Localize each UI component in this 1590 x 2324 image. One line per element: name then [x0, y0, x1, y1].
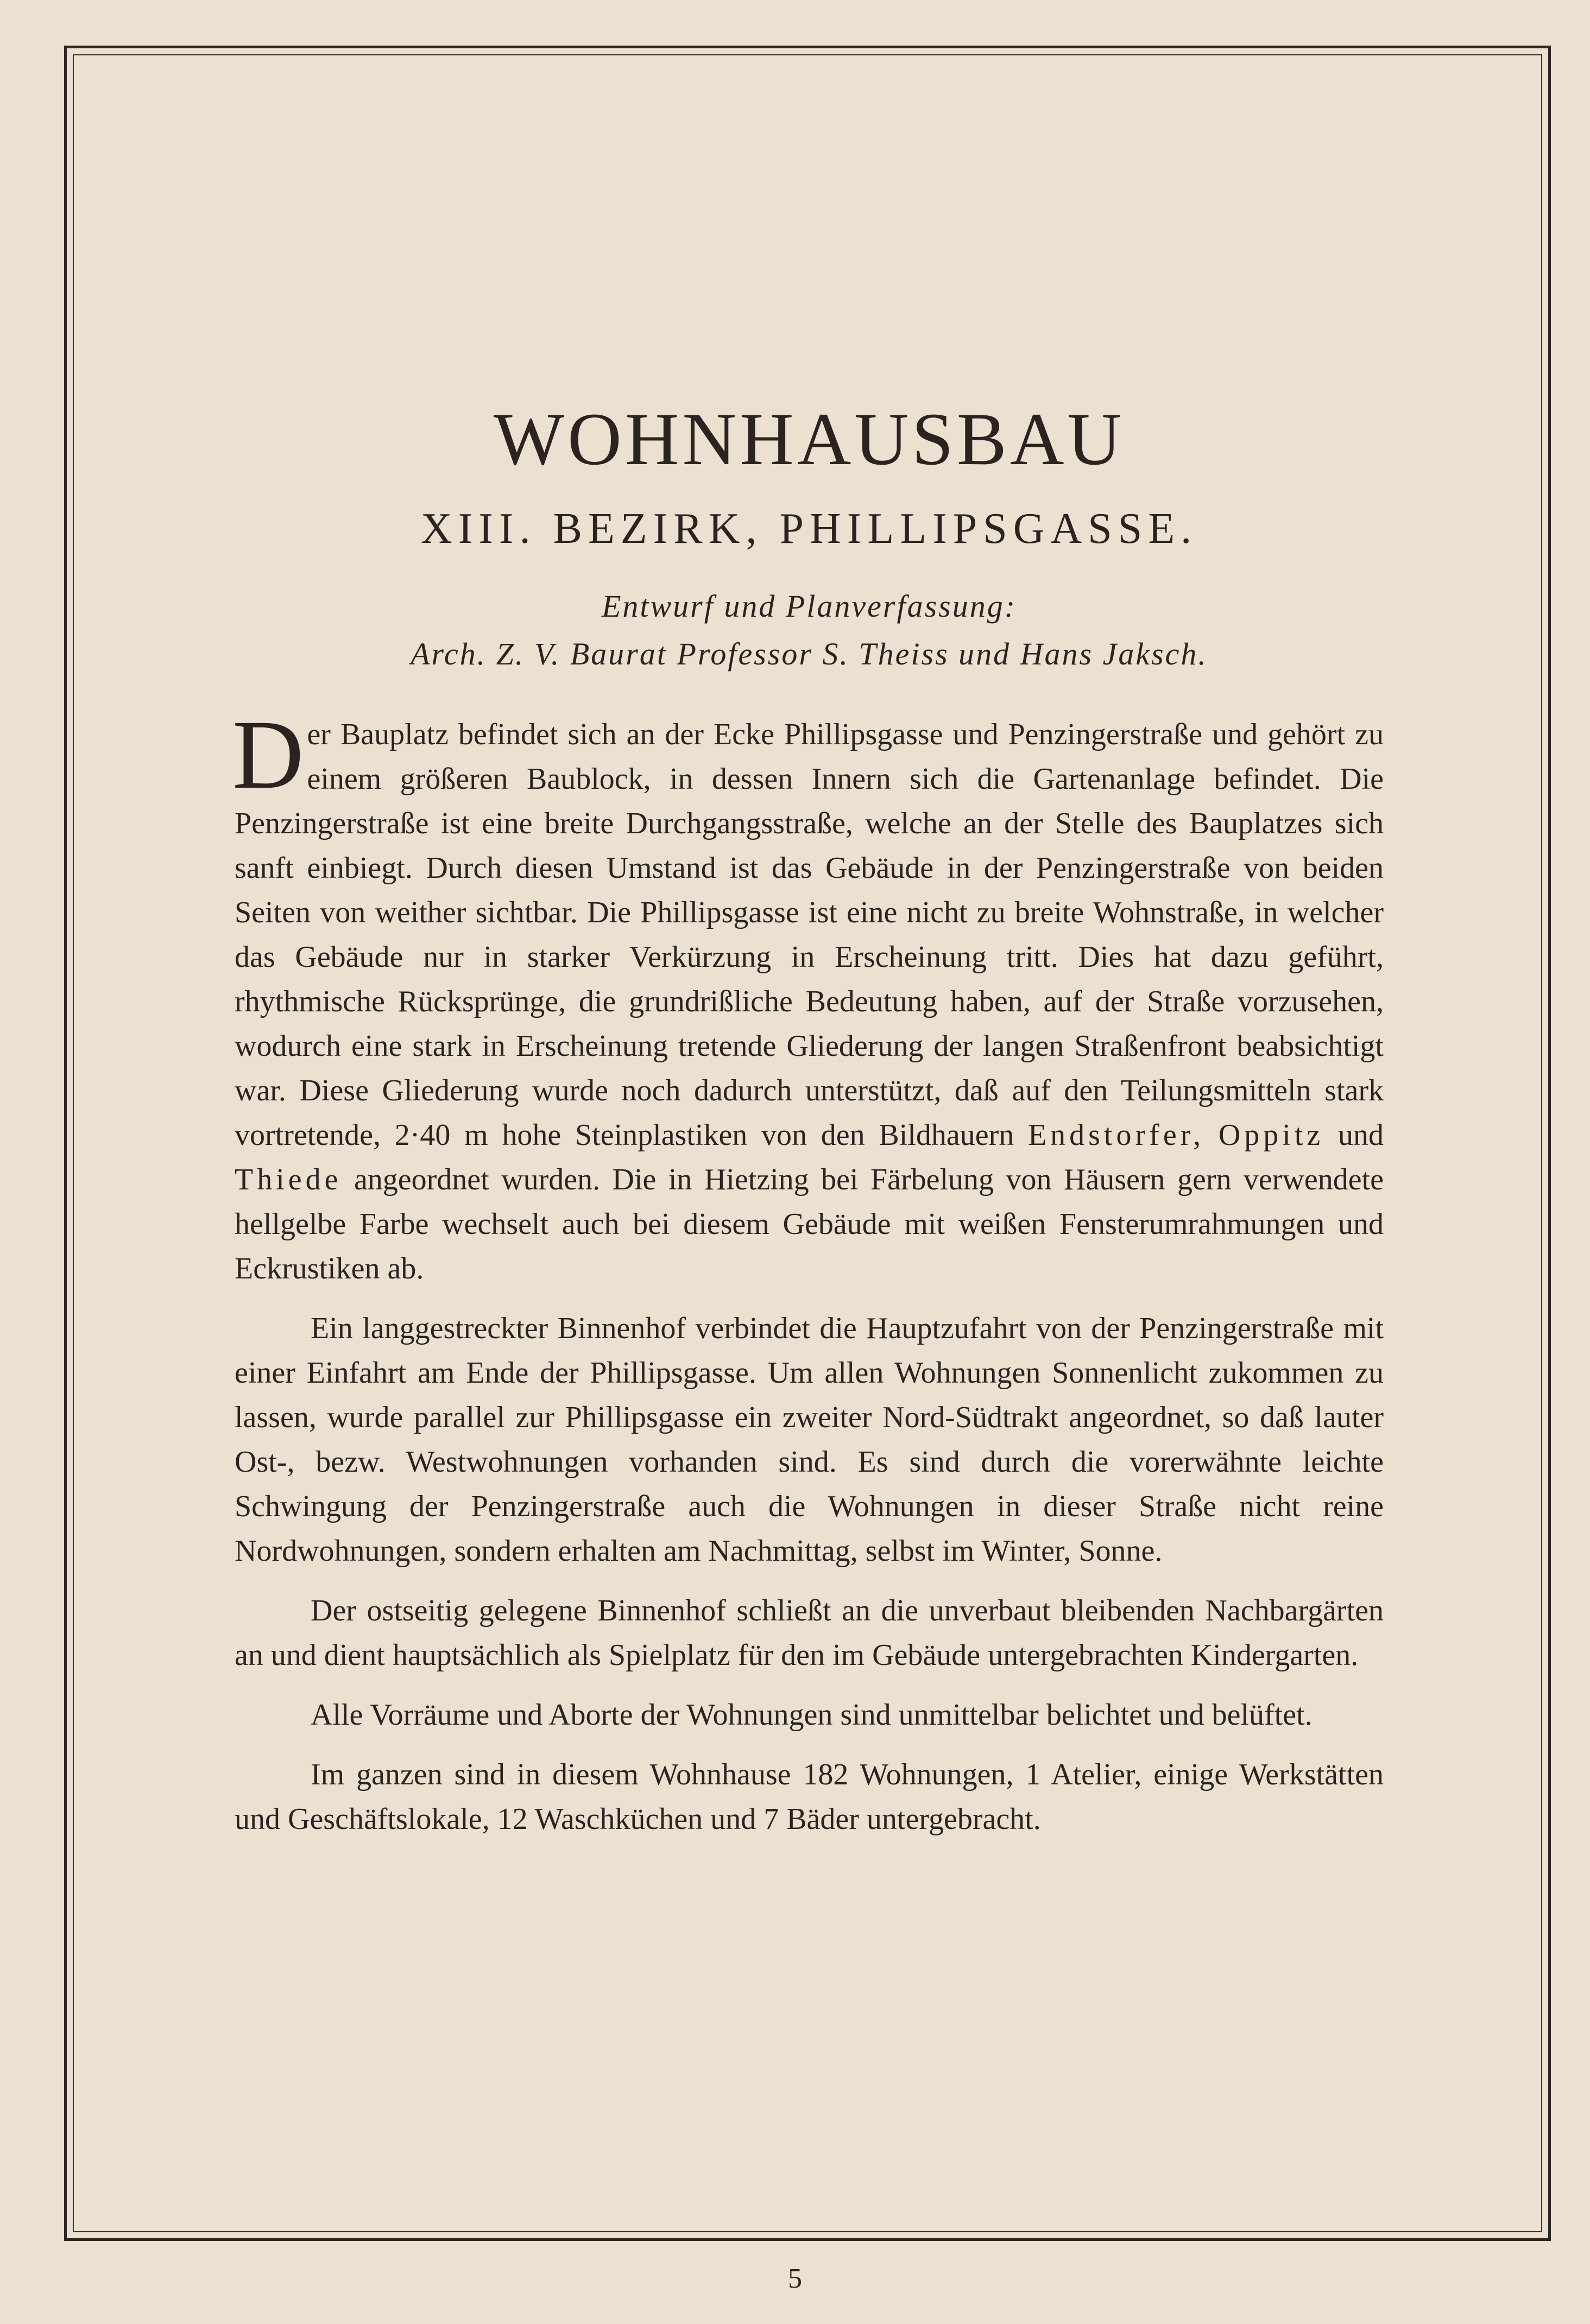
drop-cap: D: [232, 700, 304, 809]
paragraph-4: Alle Vorräume und Aborte der Wohnungen sind unmittelbar belichtet und belüftet.: [311, 1698, 1313, 1732]
credit-heading: Entwurf und Planverfassung:: [601, 588, 1017, 624]
paragraph-2: Ein langgestreckter Binnenhof verbindet die Hauptzufahrt von der Penzingerstraße mit einer Einfahrt am Ende der Phillipsgasse. Um allen Wohnungen Sonnenlicht zukommen zu lassen, wurde parallel zur Phillipsgasse ein zweiter Nord-Südtrakt angeordnet, so daß lauter Ost-, bezw. Westwohnungen vorhanden sind. Es sind durch die vorerwähnte leichte Schwingung der Penzingerstraße auch die Wohnungen in dieser Straße nicht reine Nordwohnungen, sondern erhalten am Nachmittag, selbst im Winter, Sonne.: [235, 1312, 1384, 1568]
sculptor-endstorfer: Endstorfer,: [1027, 1118, 1205, 1152]
page-number: 5: [788, 2263, 802, 2294]
paragraph-5: Im ganzen sind in diesem Wohnhause 182 Wohnungen, 1 Atelier, einige Werkstätten und Geschäftslokale, 12 Waschküchen und 7 Bäder untergebracht.: [235, 1758, 1384, 1836]
page-content: [232, 397, 1384, 1841]
credit-architects: Arch. Z. V. Baurat Professor S. Theiss und Hans Jaksch.: [411, 636, 1208, 672]
sculptor-thiede: Thiede: [235, 1163, 342, 1196]
page-title: WOHNHAUSBAU: [493, 397, 1125, 480]
conjunction-und: und: [1338, 1118, 1384, 1152]
paragraph-1: [232, 700, 1384, 1291]
sculptor-oppitz: Oppitz: [1218, 1118, 1324, 1152]
paragraph-1-text-a: er Bauplatz befindet sich an der Ecke Phillipsgasse und Penzingerstraße und gehört zu einem größeren Baublock, in dessen Innern sich die Gartenanlage befindet. Die Penzingerstraße ist eine breite Durchgangsstraße, welche an der Stelle des Bauplatzes sich sanft einbiegt. Durch diesen Umstand ist das Gebäude in der Penzingerstraße von beiden Seiten von weither sichtbar. Die Phillipsgasse ist eine nicht zu breite Wohnstraße, in welcher das Gebäude nur in starker Verkürzung in Erscheinung tritt. Dies hat dazu geführt, rhythmische Rücksprünge, die grundrißliche Bedeutung haben, auf der Straße vorzusehen, wodurch eine stark in Erscheinung tretende Gliederung der langen Straßenfront beabsichtigt war. Diese Gliederung wurde noch dadurch unterstützt, daß auf den Teilungsmitteln stark vortretende, 2·40 m hohe Steinplastiken von den Bildhauern: [235, 718, 1384, 1152]
page-subtitle: XIII. BEZIRK, PHILLIPSGASSE.: [420, 505, 1198, 553]
paragraph-3: Der ostseitig gelegene Binnenhof schließt an die unverbaut bleibenden Nachbargärten an und dient hauptsächlich als Spielplatz für den im Gebäude untergebrachten Kindergarten.: [235, 1594, 1384, 1672]
paragraph-1-text-b: angeordnet wurden. Die in Hietzing bei Färbelung von Häusern gern verwendete hellgelbe Farbe wechselt auch bei diesem Gebäude mit weißen Fensterumrahmungen und Eckrustiken ab.: [235, 1163, 1384, 1286]
